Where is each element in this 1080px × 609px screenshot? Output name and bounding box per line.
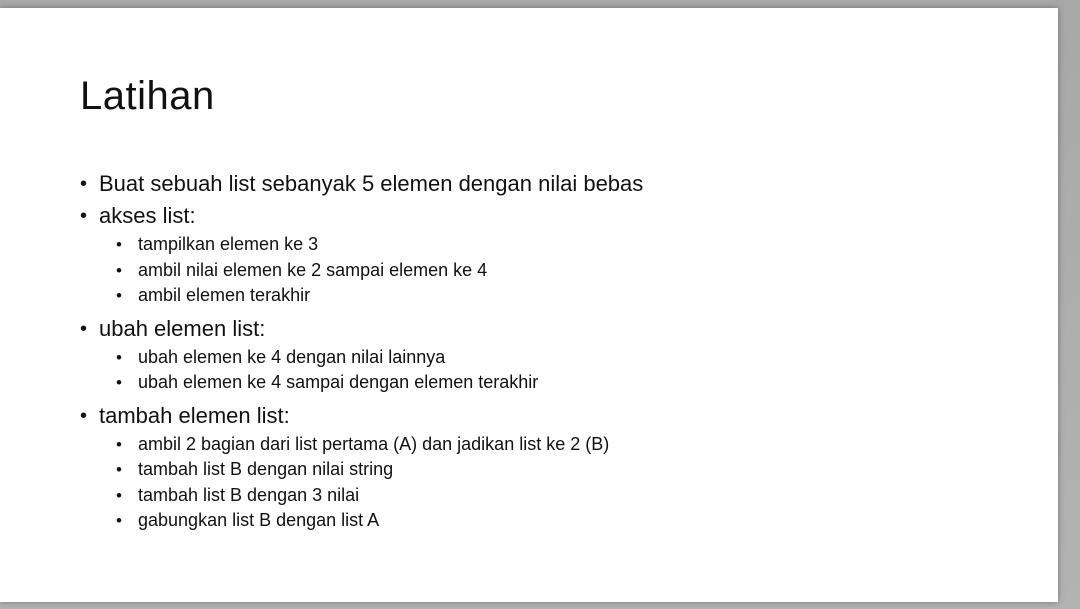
sub-bullet-list	[78, 232, 978, 309]
sub-bullet-item	[78, 232, 978, 258]
bullet-group-akses	[78, 200, 978, 309]
sub-bullet-list	[78, 345, 978, 396]
bullet-text: ubah elemen list:	[99, 315, 266, 341]
bullet-item	[78, 400, 978, 432]
bullet-icon: •	[80, 317, 88, 340]
sub-bullet-text: tambah list B dengan 3 nilai	[138, 484, 360, 505]
sub-bullet-text: tampilkan elemen ke 3	[138, 234, 319, 254]
bullet-icon: •	[116, 286, 122, 305]
sub-bullet-text: tambah list B dengan nilai string	[138, 459, 394, 479]
slide-title: Latihan	[80, 74, 215, 118]
bullet-item	[78, 313, 978, 345]
bullet-group-ubah	[78, 313, 978, 396]
bullet-icon: •	[116, 511, 122, 530]
sub-bullet-list	[78, 432, 978, 534]
sub-bullet-text: ubah elemen ke 4 dengan nilai lainnya	[138, 346, 446, 367]
bullet-icon: •	[80, 173, 88, 195]
sub-bullet-item	[78, 457, 978, 483]
sub-bullet-text: ubah elemen ke 4 sampai dengan elemen terakhir	[138, 372, 539, 392]
sub-bullet-item	[78, 370, 978, 396]
bullet-icon: •	[80, 404, 88, 427]
slide-content	[78, 168, 978, 538]
sub-bullet-text: ambil 2 bagian dari list pertama (A) dan jadikan list ke 2 (B)	[138, 433, 610, 454]
bullet-icon: •	[116, 485, 122, 505]
sub-bullet-text: ambil elemen terakhir	[138, 285, 311, 305]
sub-bullet-item	[78, 258, 978, 284]
sub-bullet-text: gabungkan list B dengan list A	[138, 510, 380, 530]
sub-bullet-item	[78, 508, 978, 534]
bullet-group-tambah	[78, 400, 978, 534]
sub-bullet-item	[78, 432, 978, 458]
bullet-icon: •	[116, 260, 122, 280]
bullet-icon: •	[116, 373, 122, 392]
bullet-text: tambah elemen list:	[99, 402, 290, 428]
bullet-icon: •	[116, 460, 122, 479]
bullet-icon: •	[116, 235, 122, 254]
sub-bullet-item	[78, 345, 978, 371]
sub-bullet-item	[78, 283, 978, 309]
bullet-text: Buat sebuah list sebanyak 5 elemen dengan nilai bebas	[99, 171, 644, 196]
bullet-icon: •	[116, 347, 122, 367]
bullet-item	[78, 168, 978, 200]
bullet-icon: •	[80, 205, 88, 227]
bullet-item	[78, 200, 978, 232]
bullet-text: akses list:	[99, 203, 196, 228]
bullet-list	[78, 168, 978, 534]
bullet-icon: •	[116, 434, 122, 454]
sub-bullet-item	[78, 483, 978, 509]
sub-bullet-text: ambil nilai elemen ke 2 sampai elemen ke 4	[138, 259, 488, 280]
presentation-slide	[0, 8, 1058, 602]
